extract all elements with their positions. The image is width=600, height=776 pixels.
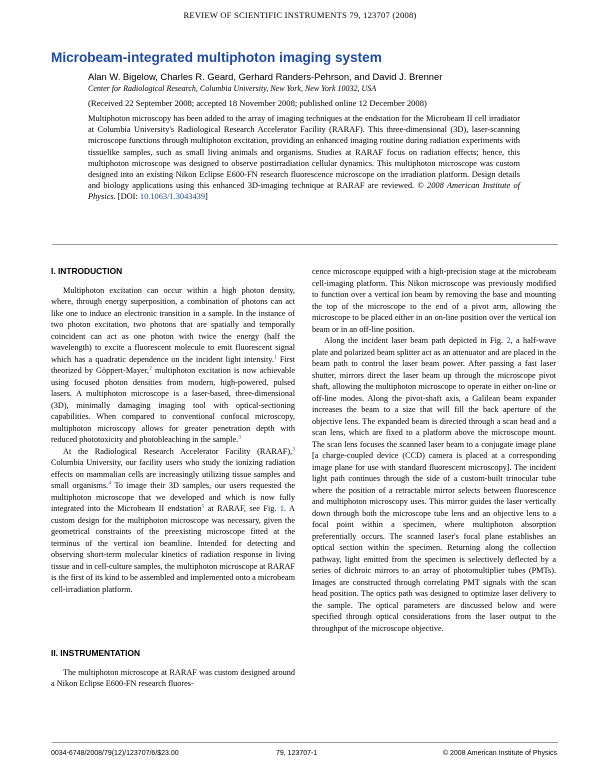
right-paragraph-1: cence microscope equipped with a high-precision stage at the microbeam cell-imaging platform. This Nikon microscope was previously modified to function over a vertical ion beam by removing the base and mounting the top of the microscope to the end of a pivot arm, allowing the microscope to be placed either in an on-line position over the vertical ion beam or in an off-line position.: [312, 267, 556, 334]
abstract-copyright: © 2008 American Institute of Physics.: [88, 181, 520, 202]
abstract-text: Multiphoton microscopy has been added to the array of imaging techniques at the endstation for the Microbeam II cell irradiator at Columbia University's Radiological Research Accelerator Facility (RARAF). This three-dimensional (3D), laser-scanning microscope functions through multiphoton excitation, providing an enhanced imaging routine during radiation experiments with tissuelike samples, such as small living animals and organisms. Studies at RARAF focus on radiation effects; hence, this multiphoton microscope was designed to observe postirradiation cellular dynamics. This multiphoton microscope was custom designed into an existing Nikon Eclipse E600-FN research fluorescence microscope on the irradiation platform. Design details and biology applications using this enhanced 3D-imaging technique at RARAF are reviewed.: [88, 114, 520, 191]
affiliation: Center for Radiological Research, Columbia University, New York, New York 10032, USA: [88, 84, 377, 93]
figure-link[interactable]: 2: [506, 336, 511, 345]
instrumentation-paragraph-1: The multiphoton microscope at RARAF was custom designed around a Nikon Eclipse E600-FN research fluores-: [51, 667, 295, 688]
left-column: [51, 266, 295, 595]
right-paragraph-2: Along the incident laser beam path depicted in Fig. 2, a half-wave plate and polarized beam splitter act as an attenuator and are placed in the beam path to control the laser beam power. After passing a fast laser shutter, mirrors direct the laser beam up through the microscope pivot shaft, allowing the multiphoton microscope to operate in either on-line or off-line modes. Along the pivot-shaft axis, a Galilean beam expander increases the beam to a size that will fill the back aperture of the objective lens. The expanded beam is directed through a scan head and a scan lens, which are fixed to a platform above the microscope mount. The scan lens focuses the scanned laser beam to a conjugate image plane [a charge-coupled device (CCD) camera is placed at a corresponding image plane for use with standard fluorescent microscopy]. The incident light path continues through the side of a custom-built trinocular tube where the position of a retractable mirror selects between fluorescence and multiphoton microscopy uses. This mirror guides the laser vertically down through both the microscope tube lens and an objective lens to a focal point within a specimen, where multiphoton absorption preferentially occurs. The scanned laser's focal plane establishes an optical section within the specimen. Returning along the collection pathway, light emitted from the specimen is selectively deflected by a series of dichroic mirrors to an array of photomultiplier tubes (PMTs). Images are constructed through correlating PMT signals with the scan head position. The optics path was designed to optimize laser delivery to the sample. The optical parameters are discussed below and were specified through optical considerations from the laser output to the throughput of the microscope objective.: [312, 336, 556, 633]
doi-link[interactable]: 10.1063/1.3043439: [139, 192, 206, 202]
citation-link[interactable]: 2: [149, 365, 152, 372]
footer-divider: [52, 742, 558, 743]
doi-suffix: ]: [205, 192, 208, 202]
figure-link[interactable]: 1: [279, 504, 284, 513]
instrumentation-section: [51, 648, 295, 690]
abstract: [88, 113, 520, 203]
right-column: [312, 266, 556, 634]
section-heading-instrumentation: II. INSTRUMENTATION: [51, 648, 141, 658]
citation-link[interactable]: 4: [108, 480, 112, 487]
section-heading-introduction: I. INTRODUCTION: [51, 266, 123, 276]
citation-link[interactable]: 3: [292, 445, 295, 452]
running-header: REVIEW OF SCIENTIFIC INSTRUMENTS 79, 123707 (2008): [183, 10, 417, 20]
footer-code: 0034-6748/2008/79(12)/123707/6/$23.00: [51, 750, 179, 757]
section-divider: [52, 244, 558, 245]
citation-link[interactable]: 1: [273, 353, 277, 360]
intro-paragraph-2: At the Radiological Research Accelerator Facility (RARAF),$^3$ Columbia University, our facility users who study the ionizing radiation effects on mammalian cells are increasingly utilizing tissue samples and small organisms.$^4$ To image their 3D samples, our users requested the multiphoton microscope that we developed and which is now fully integrated into the Microbeam II endstation$^5$ at RARAF, see Fig. 1. A custom design for the multiphoton microscope was necessary, given the geometrical constraints of the preexisting microscope fitted at the terminus of the vertical ion beamline. Intended for detecting and observing short-term molecular kinetics of radiation response in living tissue and in cell-culture samples, the multiphoton microscope at RARAF is the first of its kind to be assembled and implemented onto a microbeam cell-irradiation platform.: [51, 445, 296, 594]
footer-copyright: © 2008 American Institute of Physics: [442, 750, 557, 757]
received-dates: (Received 22 September 2008; accepted 18 November 2008; published online 12 December 2008): [88, 98, 427, 108]
citation-link[interactable]: 5: [201, 503, 205, 510]
footer-page-number: 79, 123707-1: [276, 750, 318, 757]
doi-prefix: [DOI:: [115, 192, 140, 202]
intro-paragraph-1: Multiphoton excitation can occur within a high photon density, where, through energy superposition, a combination of photons can act like one to induce an electronic transition in a sample. In the instance of two photon excitation, two photons that are spatially and temporally coincident can act as one photon with twice the energy (half the wavelength) to excite a fluorescent molecule to emit fluorescent signal which has a quadratic dependence on the incident light intensity.$^1$ First theorized by Göppert-Mayer,$^2$ multiphoton excitation is now achievable using focused photon densities from modern, high-powered, pulsed lasers. A multiphoton microscope is a laser-based, three-dimensional (3D), minimally damaging imaging tool with optical-sectioning capabilities. When compared to conventional confocal microscopy, multiphoton microscopy allows for greater penetration depth with reduced phototoxicity and photobleaching in the sample.$^3$: [51, 285, 295, 444]
author-list: Alan W. Bigelow, Charles R. Geard, Gerhard Randers-Pehrson, and David J. Brenner: [88, 71, 443, 82]
article-title: Microbeam-integrated multiphoton imaging system: [51, 50, 382, 65]
citation-link[interactable]: 3: [238, 434, 241, 441]
